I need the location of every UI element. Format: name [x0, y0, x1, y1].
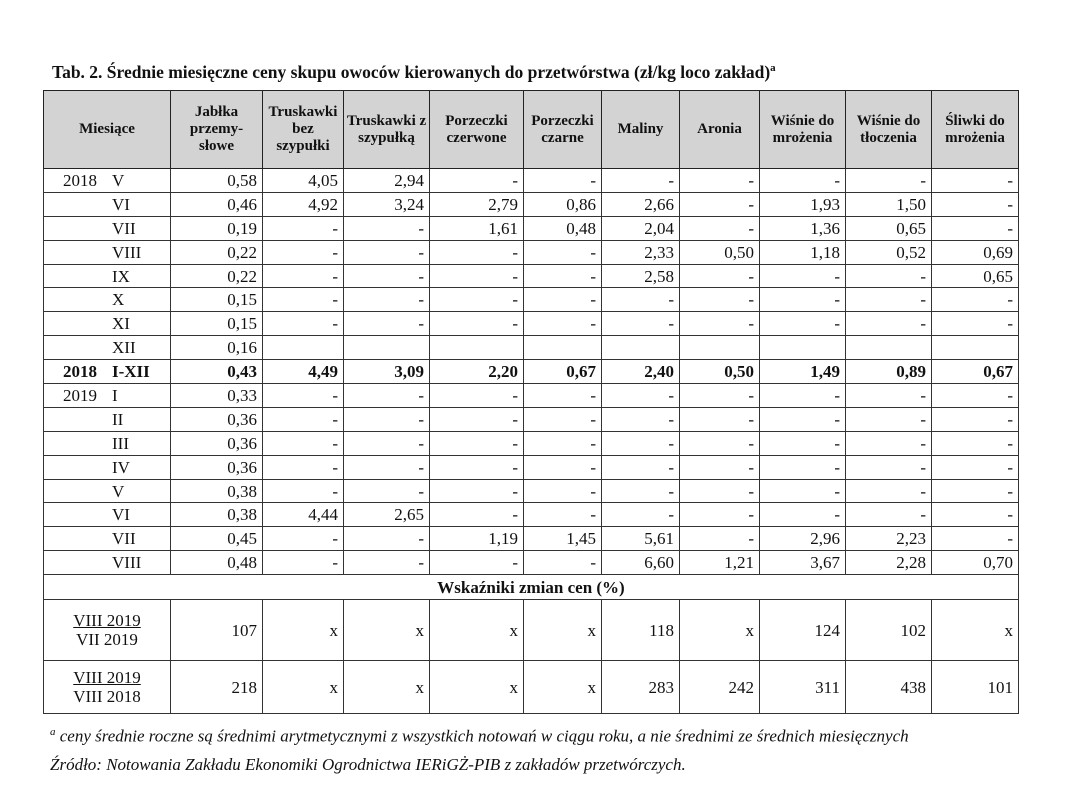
price-cell: - — [680, 479, 760, 503]
month-label: II — [112, 409, 124, 429]
month-label: VII — [112, 529, 136, 549]
price-cell: - — [263, 312, 344, 336]
price-cell: - — [344, 527, 430, 551]
price-cell: 2,65 — [344, 503, 430, 527]
footnote-marker: a — [50, 726, 56, 738]
price-cell: 2,33 — [602, 240, 680, 264]
price-cell: 0,69 — [932, 240, 1019, 264]
month-label: VIII — [112, 553, 142, 573]
price-cell: 0,48 — [524, 216, 602, 240]
price-cell: 0,19 — [171, 216, 263, 240]
price-cell: 1,50 — [846, 192, 932, 216]
column-header: Aronia — [680, 91, 760, 169]
price-cell: - — [344, 551, 430, 575]
month-label: III — [112, 433, 129, 453]
price-cell — [524, 336, 602, 360]
price-cell: - — [263, 407, 344, 431]
month-label: IV — [112, 457, 130, 477]
price-cell: - — [263, 240, 344, 264]
price-cell: - — [846, 503, 932, 527]
indicator-cell: x — [680, 600, 760, 661]
price-cell — [680, 336, 760, 360]
indicator-label — [44, 600, 171, 661]
indicator-cell: 283 — [602, 661, 680, 714]
price-cell: 2,40 — [602, 360, 680, 384]
price-cell: 2,94 — [344, 169, 430, 193]
column-header: Śliwki do mrożenia — [932, 91, 1019, 169]
indicator-cell: x — [344, 661, 430, 714]
price-cell: - — [932, 216, 1019, 240]
price-cell: 0,36 — [171, 431, 263, 455]
price-cell: 0,50 — [680, 240, 760, 264]
month-cell — [44, 288, 171, 312]
price-cell — [846, 336, 932, 360]
price-cell: - — [932, 527, 1019, 551]
price-cell: - — [932, 312, 1019, 336]
month-label: IX — [112, 266, 130, 286]
month-cell — [44, 479, 171, 503]
table-row — [44, 407, 1019, 431]
price-cell: 4,05 — [263, 169, 344, 193]
indicator-label — [44, 661, 171, 714]
month-label: I-XII — [112, 362, 150, 382]
month-label: VI — [112, 505, 130, 525]
price-cell: - — [680, 527, 760, 551]
price-cell: - — [344, 288, 430, 312]
price-cell: - — [344, 431, 430, 455]
indicator-cell: 101 — [932, 661, 1019, 714]
price-cell: - — [344, 240, 430, 264]
price-cell: - — [760, 503, 846, 527]
price-cell: - — [846, 312, 932, 336]
indicator-denominator: VII 2019 — [76, 630, 138, 650]
month-cell — [44, 407, 171, 431]
month-label: VIII — [112, 242, 142, 262]
price-cell: 0,15 — [171, 288, 263, 312]
table-row — [44, 216, 1019, 240]
indicator-cell: x — [344, 600, 430, 661]
price-cell: - — [344, 479, 430, 503]
price-cell: 0,65 — [846, 216, 932, 240]
price-cell: - — [430, 551, 524, 575]
price-cell: 0,16 — [171, 336, 263, 360]
column-header: Truskawki bez szypułki — [263, 91, 344, 169]
price-cell: 1,19 — [430, 527, 524, 551]
price-cell: - — [263, 216, 344, 240]
price-cell: - — [524, 479, 602, 503]
year-label: 2018 — [63, 170, 97, 190]
price-cell: - — [932, 169, 1019, 193]
indicator-cell: x — [932, 600, 1019, 661]
price-cell: - — [524, 551, 602, 575]
indicator-numerator: VIII 2019 — [73, 668, 141, 688]
price-cell: - — [344, 407, 430, 431]
indicator-cell: 242 — [680, 661, 760, 714]
indicator-row — [44, 600, 1019, 661]
indicator-cell: 124 — [760, 600, 846, 661]
indicator-cell: 438 — [846, 661, 932, 714]
price-cell: - — [263, 551, 344, 575]
price-cell: - — [430, 312, 524, 336]
month-label: X — [112, 290, 125, 310]
price-cell: 0,67 — [524, 360, 602, 384]
price-cell: 2,28 — [846, 551, 932, 575]
price-cell: - — [430, 288, 524, 312]
indicator-numerator: VIII 2019 — [73, 611, 141, 631]
month-cell — [44, 527, 171, 551]
month-cell — [44, 240, 171, 264]
price-cell: - — [263, 264, 344, 288]
year-label: 2018 — [63, 362, 97, 382]
month-label: XI — [112, 314, 130, 334]
price-cell: - — [846, 479, 932, 503]
price-cell: - — [263, 527, 344, 551]
price-cell: - — [760, 312, 846, 336]
header-row — [44, 91, 1019, 169]
price-cell: - — [430, 240, 524, 264]
price-cell: 2,66 — [602, 192, 680, 216]
indicator-cell: 102 — [846, 600, 932, 661]
price-cell: - — [344, 384, 430, 408]
price-cell: 3,09 — [344, 360, 430, 384]
annual-average-row — [44, 360, 1019, 384]
price-cell: - — [602, 384, 680, 408]
price-cell: 0,52 — [846, 240, 932, 264]
price-cell: 1,45 — [524, 527, 602, 551]
price-cell: - — [602, 407, 680, 431]
footnote: $^a$ ceny średnie roczne są średnimi arytmetycznymi z wszystkich notowań w ciągu roku, a nie średnimi ze średnich miesięcznych — [50, 726, 909, 746]
month-cell — [44, 431, 171, 455]
price-cell: - — [602, 431, 680, 455]
month-cell — [44, 192, 171, 216]
table-row — [44, 336, 1019, 360]
price-cell: - — [680, 169, 760, 193]
price-cell: - — [524, 407, 602, 431]
price-cell: - — [602, 455, 680, 479]
price-cell: - — [680, 407, 760, 431]
price-cell: 0,48 — [171, 551, 263, 575]
price-cell: - — [846, 407, 932, 431]
price-cell: 1,61 — [430, 216, 524, 240]
price-cell — [344, 336, 430, 360]
table-row — [44, 431, 1019, 455]
table-row — [44, 551, 1019, 575]
table-row — [44, 169, 1019, 193]
price-cell: 2,20 — [430, 360, 524, 384]
price-cell: - — [932, 503, 1019, 527]
price-cell: 0,50 — [680, 360, 760, 384]
price-cell: 0,22 — [171, 264, 263, 288]
price-cell: - — [932, 384, 1019, 408]
price-cell: - — [932, 479, 1019, 503]
price-cell: 0,86 — [524, 192, 602, 216]
price-cell: 0,38 — [171, 479, 263, 503]
price-cell — [760, 336, 846, 360]
price-cell: 2,23 — [846, 527, 932, 551]
price-cell: - — [430, 431, 524, 455]
price-cell: 2,58 — [602, 264, 680, 288]
price-cell: - — [680, 192, 760, 216]
price-cell: - — [263, 288, 344, 312]
price-cell — [430, 336, 524, 360]
price-cell: 1,36 — [760, 216, 846, 240]
price-cell: - — [602, 312, 680, 336]
price-cell: - — [602, 479, 680, 503]
table-row — [44, 312, 1019, 336]
table-row — [44, 240, 1019, 264]
month-cell — [44, 264, 171, 288]
indicator-cell: x — [263, 661, 344, 714]
price-cell: - — [680, 288, 760, 312]
table-row — [44, 288, 1019, 312]
title-footnote-marker: a — [770, 62, 776, 75]
price-cell: - — [760, 455, 846, 479]
price-cell: - — [263, 479, 344, 503]
price-cell: 0,89 — [846, 360, 932, 384]
table-row — [44, 192, 1019, 216]
price-cell: - — [524, 288, 602, 312]
column-header: Porzeczki czerwone — [430, 91, 524, 169]
table-row — [44, 527, 1019, 551]
price-cell: - — [680, 312, 760, 336]
price-cell: 0,58 — [171, 169, 263, 193]
price-cell — [932, 336, 1019, 360]
price-cell: - — [846, 431, 932, 455]
price-cell: - — [760, 288, 846, 312]
price-cell: 2,04 — [602, 216, 680, 240]
price-cell: - — [680, 503, 760, 527]
price-cell: - — [430, 407, 524, 431]
month-label: XII — [112, 338, 136, 358]
price-cell: - — [430, 384, 524, 408]
price-cell: 3,67 — [760, 551, 846, 575]
price-cell: - — [846, 264, 932, 288]
price-cell: 0,15 — [171, 312, 263, 336]
price-table — [43, 90, 1019, 714]
price-cell: - — [602, 169, 680, 193]
price-cell: - — [263, 384, 344, 408]
price-cell: 0,36 — [171, 407, 263, 431]
month-label: V — [112, 481, 125, 501]
month-label: V — [112, 170, 125, 190]
price-cell: - — [760, 169, 846, 193]
price-cell: - — [344, 264, 430, 288]
price-cell: - — [680, 264, 760, 288]
price-cell: 1,18 — [760, 240, 846, 264]
price-cell: - — [846, 288, 932, 312]
price-cell: - — [760, 384, 846, 408]
month-label: VI — [112, 194, 130, 214]
price-cell: 0,45 — [171, 527, 263, 551]
section-title: Wskaźniki zmian cen (%) — [44, 575, 1019, 600]
price-cell: - — [524, 264, 602, 288]
price-cell — [602, 336, 680, 360]
indicator-cell: x — [524, 661, 602, 714]
price-cell: 0,22 — [171, 240, 263, 264]
price-cell: - — [430, 264, 524, 288]
price-cell: 0,43 — [171, 360, 263, 384]
price-cell: - — [430, 455, 524, 479]
month-label: I — [112, 385, 118, 405]
price-cell: - — [846, 169, 932, 193]
price-cell: - — [760, 407, 846, 431]
price-cell: - — [680, 431, 760, 455]
indicator-cell: 118 — [602, 600, 680, 661]
price-cell: 1,49 — [760, 360, 846, 384]
month-cell — [44, 216, 171, 240]
price-cell: - — [524, 503, 602, 527]
indicator-cell: 218 — [171, 661, 263, 714]
month-cell — [44, 503, 171, 527]
price-cell: - — [263, 431, 344, 455]
price-cell: - — [263, 455, 344, 479]
price-cell: - — [932, 407, 1019, 431]
price-cell: - — [344, 455, 430, 479]
price-cell: 2,79 — [430, 192, 524, 216]
price-cell: - — [932, 288, 1019, 312]
price-cell — [263, 336, 344, 360]
price-cell: - — [932, 431, 1019, 455]
price-cell: - — [932, 192, 1019, 216]
price-cell: - — [524, 384, 602, 408]
price-cell: 1,21 — [680, 551, 760, 575]
price-cell: - — [524, 312, 602, 336]
price-cell: - — [680, 384, 760, 408]
price-cell: - — [344, 312, 430, 336]
indicator-denominator: VIII 2018 — [73, 687, 141, 707]
column-header: Porzeczki czarne — [524, 91, 602, 169]
price-cell: - — [760, 264, 846, 288]
month-cell — [44, 384, 171, 408]
price-cell: - — [846, 384, 932, 408]
price-cell: 4,92 — [263, 192, 344, 216]
month-cell — [44, 336, 171, 360]
price-cell: - — [680, 455, 760, 479]
price-cell: 0,38 — [171, 503, 263, 527]
price-cell: 0,36 — [171, 455, 263, 479]
price-cell: 0,65 — [932, 264, 1019, 288]
month-label: VII — [112, 218, 136, 238]
indicator-row — [44, 661, 1019, 714]
price-cell: 5,61 — [602, 527, 680, 551]
table-row — [44, 384, 1019, 408]
column-header: Maliny — [602, 91, 680, 169]
column-header: Wiśnie do tłoczenia — [846, 91, 932, 169]
table-row — [44, 503, 1019, 527]
price-cell: 3,24 — [344, 192, 430, 216]
price-cell: - — [932, 455, 1019, 479]
indicator-cell: x — [430, 600, 524, 661]
price-cell: - — [602, 288, 680, 312]
indicator-cell: x — [524, 600, 602, 661]
price-cell: 0,70 — [932, 551, 1019, 575]
price-cell: - — [680, 216, 760, 240]
indicator-cell: 107 — [171, 600, 263, 661]
indicator-cell: x — [430, 661, 524, 714]
month-cell — [44, 551, 171, 575]
table-title: Tab. 2. Średnie miesięczne ceny skupu owoców kierowanych do przetwórstwa (zł/kg loco zakład)$^a$ — [52, 62, 776, 82]
month-cell — [44, 169, 171, 193]
table-row — [44, 479, 1019, 503]
column-header: Wiśnie do mrożenia — [760, 91, 846, 169]
table-body — [44, 169, 1019, 714]
price-cell: - — [602, 503, 680, 527]
price-cell: 0,67 — [932, 360, 1019, 384]
price-cell: 4,44 — [263, 503, 344, 527]
price-cell: 0,33 — [171, 384, 263, 408]
price-cell: - — [524, 240, 602, 264]
indicator-cell: 311 — [760, 661, 846, 714]
price-cell: - — [524, 169, 602, 193]
price-cell: 4,49 — [263, 360, 344, 384]
price-cell: - — [846, 455, 932, 479]
table-row — [44, 455, 1019, 479]
price-cell: - — [430, 479, 524, 503]
price-cell: 0,46 — [171, 192, 263, 216]
price-cell: - — [760, 479, 846, 503]
indicator-cell: x — [263, 600, 344, 661]
month-cell — [44, 360, 171, 384]
section-row — [44, 575, 1019, 600]
column-header: Truskawki z szypułką — [344, 91, 430, 169]
price-cell: - — [344, 216, 430, 240]
price-cell: - — [760, 431, 846, 455]
price-cell: 1,93 — [760, 192, 846, 216]
month-cell — [44, 455, 171, 479]
month-cell — [44, 312, 171, 336]
column-header: Jabłka przemy-słowe — [171, 91, 263, 169]
source-note: Źródło: Notowania Zakładu Ekonomiki Ogrodnictwa IERiGŻ-PIB z zakładów przetwórczych. — [50, 755, 686, 774]
price-cell: - — [430, 169, 524, 193]
price-cell: - — [524, 431, 602, 455]
price-cell: - — [524, 455, 602, 479]
price-cell: 6,60 — [602, 551, 680, 575]
price-cell: 2,96 — [760, 527, 846, 551]
column-header: Miesiące — [44, 91, 171, 169]
year-label: 2019 — [63, 385, 97, 405]
table-row — [44, 264, 1019, 288]
price-cell: - — [430, 503, 524, 527]
